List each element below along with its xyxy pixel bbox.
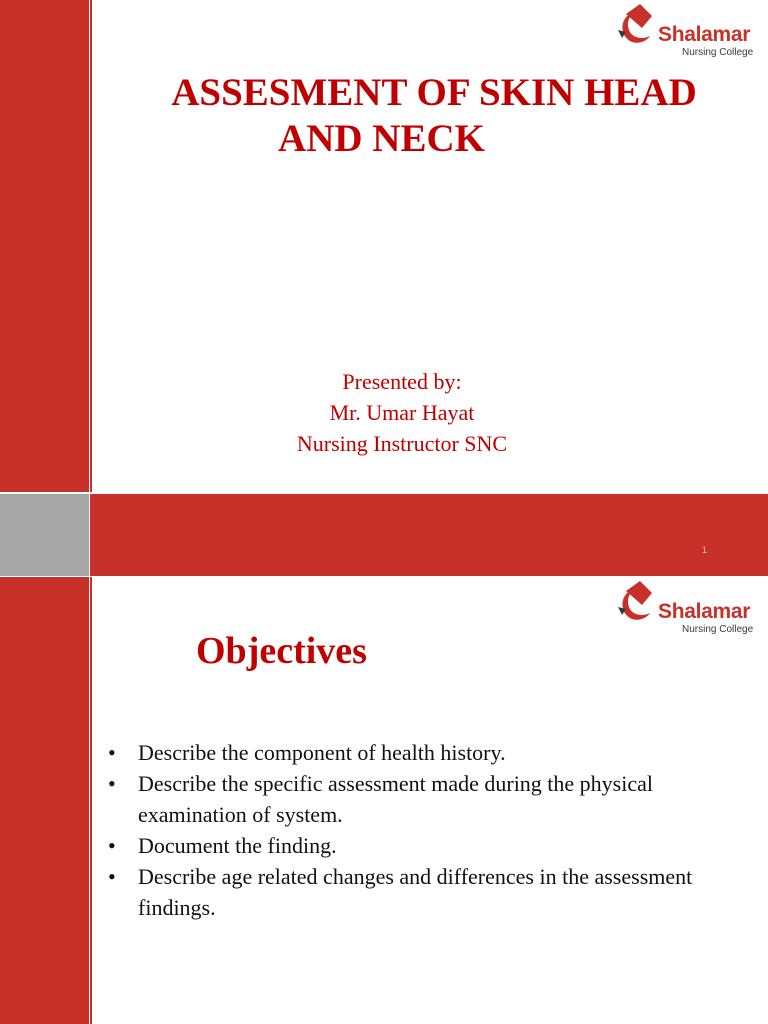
shalamar-logo-icon	[612, 2, 662, 52]
gray-corner-box	[0, 494, 89, 576]
slide-title	[100, 70, 768, 162]
presenter-role: Nursing Instructor SNC	[296, 431, 508, 456]
left-red-bar	[0, 0, 89, 577]
presenter-name: Mr. Umar Hayat	[329, 400, 475, 425]
bottom-red-band	[92, 494, 768, 576]
left-red-line	[90, 577, 92, 1024]
bullet-icon: •	[108, 740, 116, 765]
objectives-title: Objectives	[196, 630, 367, 672]
left-red-bar	[0, 577, 89, 1024]
presenter-label: Presented by:	[342, 369, 462, 394]
logo-name: Shalamar	[658, 23, 751, 46]
list-item	[108, 830, 758, 861]
left-red-line	[90, 0, 92, 577]
list-item-text: Describe the specific assessment made during the physical examination of system.	[138, 771, 654, 827]
bullet-icon: •	[108, 864, 116, 889]
list-item-text: Describe age related changes and differences in the assessment findings.	[138, 864, 693, 920]
title-line-2: AND NECK	[278, 117, 485, 160]
logo-subtitle: Nursing College	[682, 47, 754, 58]
college-logo	[612, 579, 768, 635]
bullet-icon: •	[108, 833, 116, 858]
slide-number: 1	[702, 545, 708, 555]
shalamar-logo-icon	[612, 579, 662, 629]
list-item-text: Describe the component of health history.	[138, 740, 506, 765]
bullet-icon: •	[108, 771, 116, 796]
slide-2	[0, 577, 768, 1024]
list-item	[108, 737, 758, 768]
logo-subtitle: Nursing College	[682, 624, 754, 635]
list-item	[108, 861, 758, 923]
presenter-block	[160, 366, 644, 459]
title-line-1: ASSESMENT OF SKIN HEAD	[171, 71, 697, 114]
list-item-text: Document the finding.	[138, 833, 337, 858]
objectives-list	[108, 737, 758, 923]
list-item	[108, 768, 758, 830]
logo-name: Shalamar	[658, 600, 751, 623]
college-logo	[612, 2, 768, 58]
